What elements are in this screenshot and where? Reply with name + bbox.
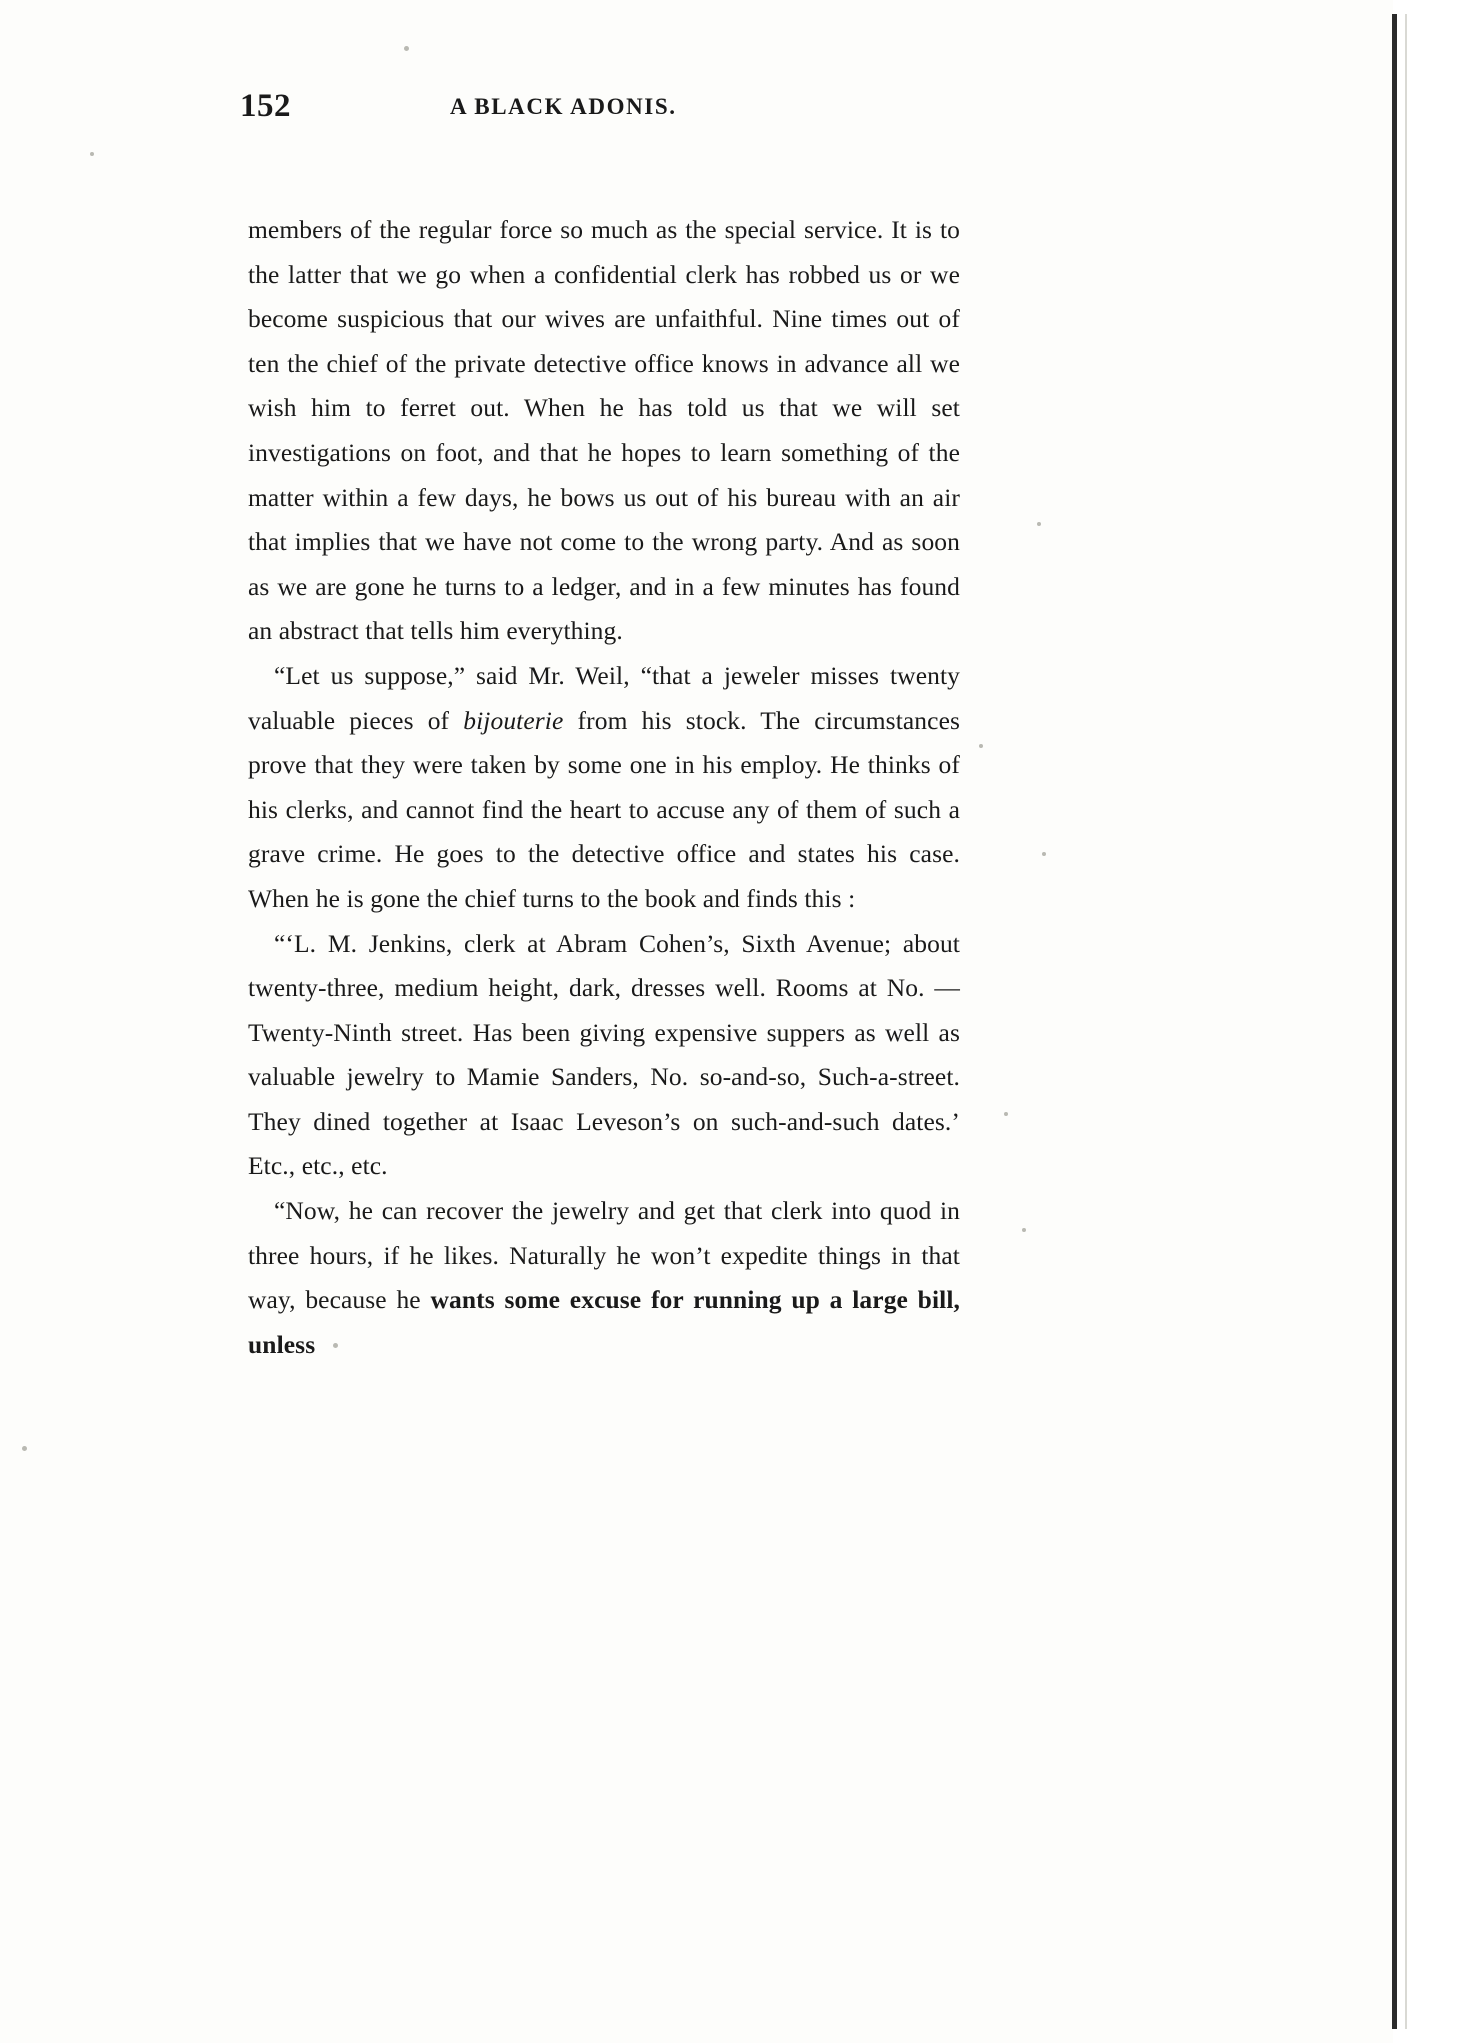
paragraph-4 [248,1189,960,1367]
scan-speck [90,152,94,156]
page-header [240,88,980,132]
paragraph-2-part-before: “Let us suppose,” said Mr. Weil, “that a jeweler misses twenty valuable pieces of [248,660,960,735]
scan-speck [1037,522,1041,526]
scan-speck [1042,852,1046,856]
paragraph-3: “‘L. M. Jenkins, clerk at Abram Cohen’s, Sixth Avenue; about twenty-three, medium height, dark, dresses well. Rooms at No. — Twenty-Ninth street. Has been giving expensive suppers as well as valuable jewelry to Mamie Sanders, No. so-and-so, Such-a-street. They dined together at Isaac Leveson’s on such-and-such dates.’ Etc., etc., etc. [248,928,960,1181]
page-body [248,208,960,1367]
paragraph-1: members of the regular force so much as the special service. It is to the latter that we go when a confidential clerk has robbed us or we become suspicious that our wives are unfaithful. Nine times out of ten the chief of the private detective office knows in advance all we wish him to ferret out. When he has told us that we will set investigations on foot, and that he hopes to learn something of the matter within a few days, he bows us out of his bureau with an air that implies that we have not come to the wrong party. And as soon as we are gone he turns to a ledger, and in a few minutes has found an abstract that tells him everything. [248,215,960,646]
scan-edge-line [1392,14,1397,2029]
scan-speck [979,744,983,748]
page-number: 152 [240,88,291,124]
scan-gutter [1393,0,1465,2043]
scan-edge-shadow [1405,14,1407,2029]
scan-speck [1022,1228,1026,1232]
scan-speck [1004,1112,1008,1116]
scan-speck [22,1446,27,1451]
paragraph-4-part-bold: wants some excuse for running up a large bill, unless [248,1285,960,1359]
italic-term-bijouterie: bijouterie [463,705,564,735]
paragraph-2 [248,654,960,922]
paragraph-4-part-regular: “Now, he can recover the jewelry and get that clerk into quod in three hours, if he likes. Naturally he won’t expedite things in that way, because he [248,1196,960,1315]
running-head: A BLACK ADONIS. [450,94,677,119]
scan-speck [404,46,409,51]
paragraph-2-part-after: from his stock. The circumstances prove that they were taken by some one in his employ. He thinks of his clerks, and cannot find the heart to accuse any of them of such a grave crime. He goes to the detective office and states his case. When he is gone the chief turns to the book and finds this : [248,705,961,913]
